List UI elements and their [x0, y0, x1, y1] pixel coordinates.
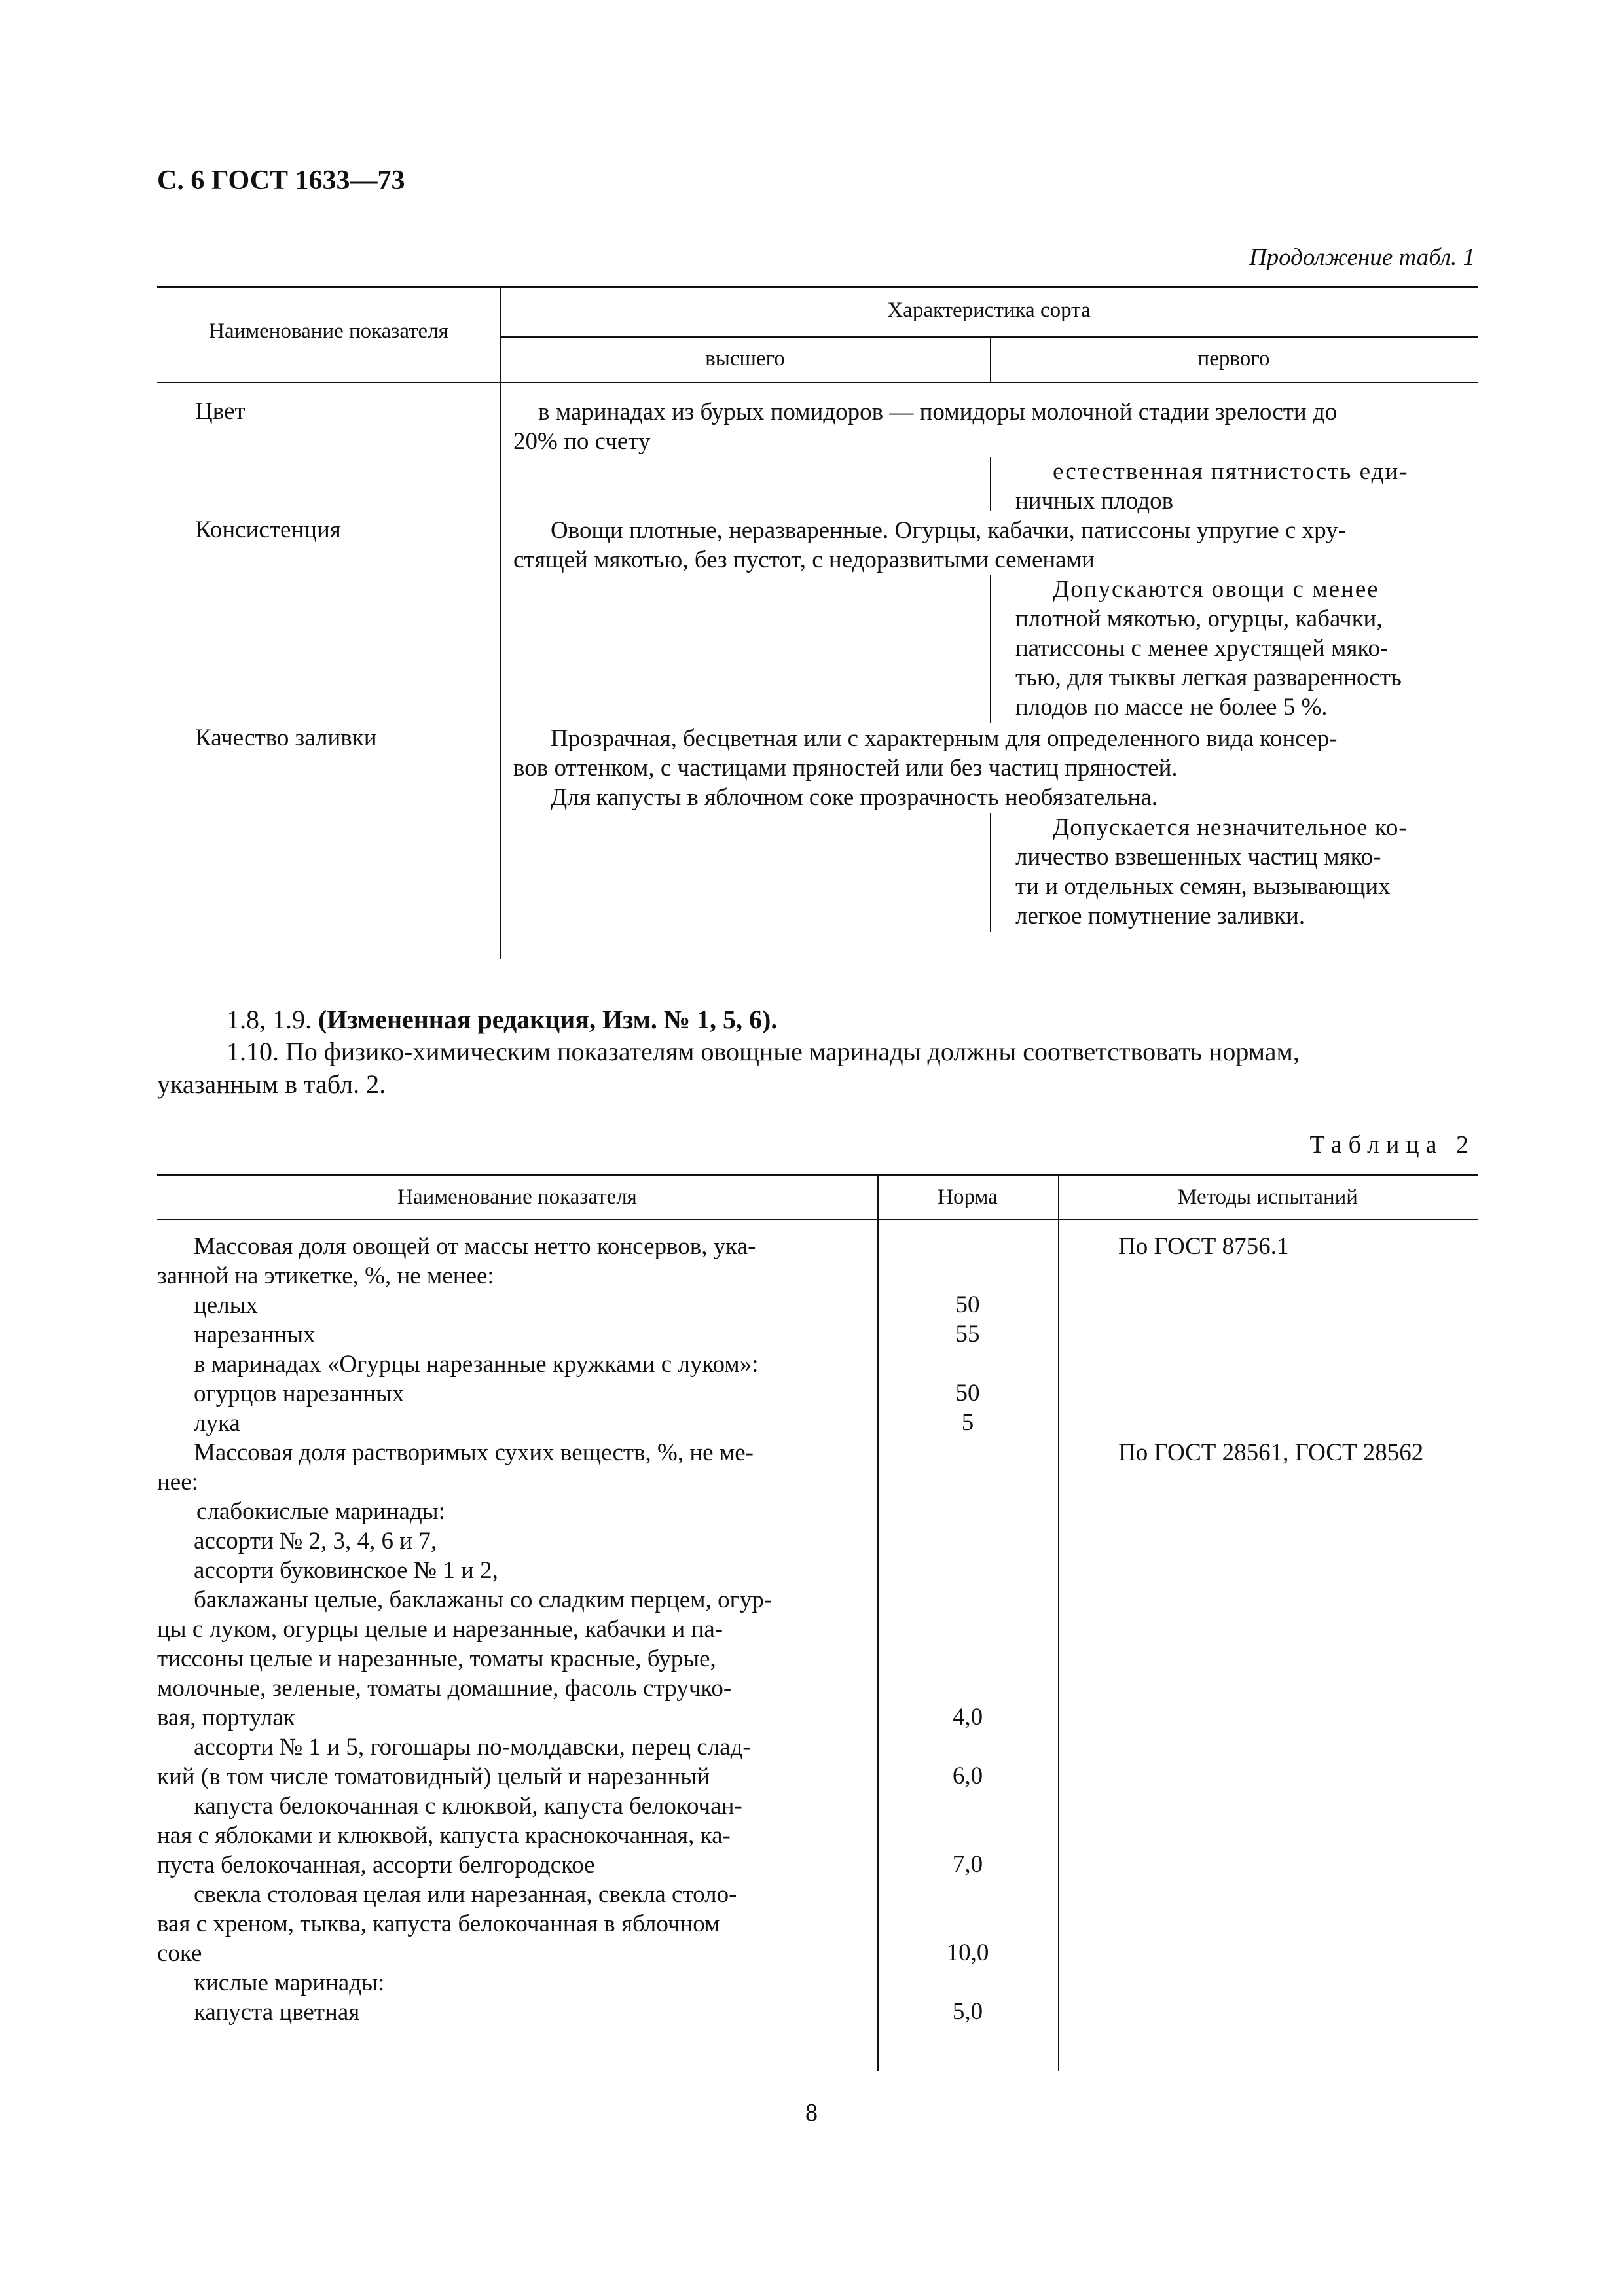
row-name-brine-quality: Качество заливки	[195, 725, 377, 751]
table-2-col-name: Наименование показателя	[397, 1185, 637, 1209]
row-brine-first-line-2: личество взвешенных частиц мяко-	[1015, 844, 1381, 870]
row-brine-first-line-4: легкое помутнение заливки.	[1015, 903, 1305, 929]
row-consistency-first-line-1: Допускаются овощи с менее	[1053, 576, 1379, 603]
table-2-col-method: Методы испытаний	[1178, 1185, 1358, 1209]
table-1-col-char: Характеристика сорта	[887, 298, 1091, 322]
row-brine-common-line-2: вов оттенком, с частицами пряностей или без частиц пряностей.	[513, 755, 1178, 781]
norm-value: 5	[961, 1409, 974, 1436]
paragraph-amendment-prefix: 1.8, 1.9.	[227, 1005, 318, 1034]
t2-line: в маринадах «Огурцы нарезанные кружками с луком»:	[194, 1351, 759, 1378]
row-consistency-common-line-1: Овощи плотные, неразваренные. Огурцы, кабачки, патиссоны упругие с хру-	[551, 517, 1346, 544]
t2-line: вая с хреном, тыква, капуста белокочанная в яблочном	[157, 1910, 720, 1937]
row-brine-common-line-3: Для капусты в яблочном соке прозрачность необязательна.	[551, 784, 1158, 811]
row-brine-common-text	[513, 724, 1478, 812]
norm-value: 6,0	[952, 1763, 983, 1789]
t2-line: свекла столовая целая или нарезанная, свекла столо-	[194, 1881, 737, 1908]
table-1-header-rule	[157, 382, 1478, 383]
row-consistency-common-line-2: стящей мякотью, без пустот, с недоразвитыми семенами	[513, 547, 1095, 573]
row-brine-first-text	[1015, 813, 1478, 931]
row-consistency-first-divider	[990, 575, 991, 723]
t2-line: Массовая доля овощей от массы нетто консервов, ука-	[194, 1233, 756, 1260]
t2-line: кислые маринады:	[194, 1969, 385, 1996]
t2-line: капуста белокочанная с клюквой, капуста белокочан-	[194, 1793, 742, 1820]
table-1-col-high: высшего	[705, 347, 785, 370]
paragraph-amendment	[227, 1003, 777, 1036]
t2-line: занной на этикетке, %, не менее:	[157, 1263, 494, 1289]
table-1-top-rule	[157, 286, 1478, 288]
table-2-indicators	[157, 1232, 851, 2027]
row-consistency-first-line-3: патиссоны с менее хрустящей мяко-	[1015, 635, 1389, 662]
page-number: 8	[805, 2099, 818, 2126]
t2-line: капуста цветная	[194, 1999, 360, 2026]
table-1-mid-rule	[500, 336, 1478, 338]
method-value: По ГОСТ 28561, ГОСТ 28562	[1118, 1439, 1424, 1466]
row-brine-first-line-1: Допускается незначительное ко-	[1053, 814, 1408, 841]
row-consistency-common-text	[513, 516, 1478, 575]
row-brine-common-line-1: Прозрачная, бесцветная или с характерным для определенного вида консер-	[551, 725, 1338, 752]
table-1-divider-1	[500, 286, 501, 959]
row-color-common-line-1: в маринадах из бурых помидоров — помидоры молочной стадии зрелости до	[538, 399, 1338, 425]
norm-value: 7,0	[952, 1851, 983, 1878]
t2-line: кий (в том числе томатовидный) целый и нарезанный	[157, 1763, 710, 1790]
t2-line: ассорти № 1 и 5, гогошары по-молдавски, перец слад-	[194, 1734, 751, 1761]
table-2-top-rule	[157, 1174, 1478, 1176]
t2-line: молочные, зеленые, томаты домашние, фасоль стручко-	[157, 1675, 732, 1702]
t2-line: пуста белокочанная, ассорти белгородское	[157, 1852, 595, 1878]
t2-line: нарезанных	[194, 1321, 316, 1348]
paragraph-1-10-line-2: указанным в табл. 2.	[157, 1069, 386, 1099]
table-2-divider-2	[1058, 1174, 1059, 2071]
norm-value: 50	[955, 1291, 980, 1318]
row-color-first-divider	[990, 457, 991, 511]
t2-line: Массовая доля растворимых сухих веществ, %, не ме-	[194, 1439, 754, 1466]
t2-line: ассорти № 2, 3, 4, 6 и 7,	[194, 1528, 437, 1554]
row-color-common-line-2: 20% по счету	[513, 428, 651, 455]
t2-line: слабокислые маринады:	[196, 1498, 445, 1525]
table-2-caption: Таблица 2	[1309, 1131, 1475, 1158]
t2-line: тиссоны целые и нарезанные, томаты красные, бурые,	[157, 1645, 716, 1672]
norm-value: 5,0	[952, 1998, 983, 2025]
row-consistency-first-line-4: тью, для тыквы легкая разваренность	[1015, 664, 1402, 691]
row-color-first-line-2: ничных плодов	[1015, 488, 1174, 514]
row-consistency-first-line-5: плодов по массе не более 5 %.	[1015, 694, 1328, 721]
paragraph-amendment-bold: (Измененная редакция, Изм. № 1, 5, 6).	[318, 1005, 778, 1034]
t2-line: ная с яблоками и клюквой, капуста краснокочанная, ка-	[157, 1822, 731, 1849]
t2-line: нее:	[157, 1469, 198, 1496]
norm-value: 10,0	[946, 1939, 989, 1966]
t2-line: цы с луком, огурцы целые и нарезанные, кабачки и па-	[157, 1616, 723, 1643]
row-brine-first-divider	[990, 813, 991, 932]
t2-line: целых	[194, 1292, 259, 1319]
t2-line: лука	[194, 1410, 240, 1437]
method-value: По ГОСТ 8756.1	[1118, 1233, 1289, 1260]
table-continuation-label: Продолжение табл. 1	[1249, 244, 1475, 271]
paragraph-1-10-line-1: 1.10. По физико-химическим показателям овощные маринады должны соответствовать нормам,	[227, 1037, 1300, 1066]
t2-line: огурцов нарезанных	[194, 1380, 405, 1407]
table-1-col-name: Наименование показателя	[209, 319, 448, 343]
table-1-col-first: первого	[1197, 347, 1270, 370]
row-name-consistency: Консистенция	[195, 516, 341, 543]
t2-line: вая, портулак	[157, 1704, 295, 1731]
row-name-color: Цвет	[195, 398, 246, 425]
t2-line: соке	[157, 1940, 202, 1967]
row-brine-first-line-3: ти и отдельных семян, вызывающих	[1015, 873, 1391, 900]
row-color-common-text	[513, 397, 1478, 456]
table-2-header-rule	[157, 1219, 1478, 1220]
norm-value: 4,0	[952, 1704, 983, 1731]
document-header: С. 6 ГОСТ 1633—73	[157, 166, 405, 196]
table-2-col-norm: Норма	[938, 1185, 998, 1209]
t2-line: ассорти буковинское № 1 и 2,	[194, 1557, 498, 1584]
row-consistency-first-text	[1015, 575, 1478, 722]
row-consistency-first-line-2: плотной мякотью, огурцы, кабачки,	[1015, 605, 1383, 632]
norm-value: 55	[955, 1321, 980, 1348]
row-color-first-text	[1015, 457, 1478, 516]
t2-line: баклажаны целые, баклажаны со сладким перцем, огур-	[194, 1587, 773, 1613]
norm-value: 50	[955, 1380, 980, 1407]
row-color-first-line-1: естественная пятнистость еди-	[1053, 458, 1409, 485]
